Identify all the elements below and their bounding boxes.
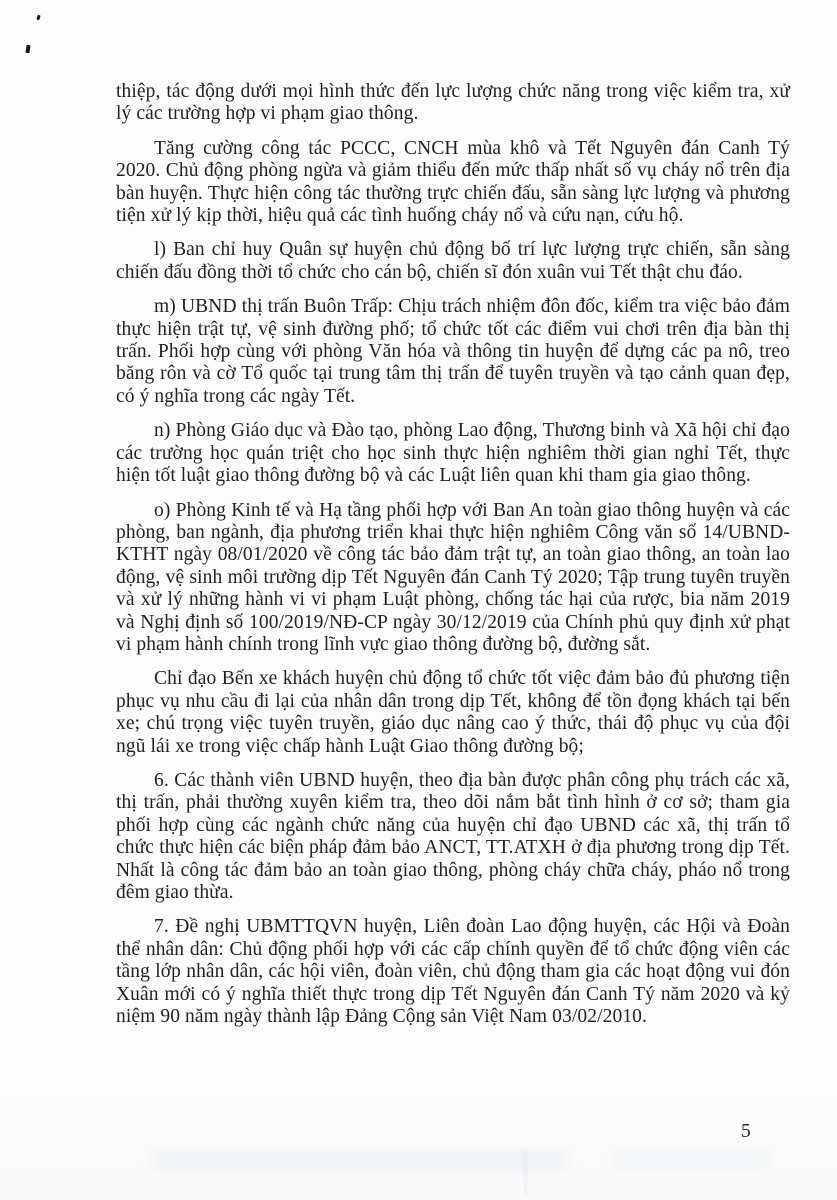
ink-speck [36, 15, 40, 21]
bleed-through-smudge [524, 1150, 527, 1195]
paragraph: 6. Các thành viên UBND huyện, theo địa bàn được phân công phụ trách các xã, thị trấn, phải thường xuyên kiểm tra, theo dõi nắm bắt tình hình ở cơ sở; tham gia phối hợp cùng các ngành chức năng của huyện chỉ đạo UBND các xã, thị trấn tổ chức thực hiện các biện pháp đảm bảo ANCT, TT.ATXH ở địa phương trong dịp Tết. Nhất là công tác đảm bảo an toàn giao thông, phòng cháy chữa cháy, pháo nổ trong đêm giao thừa. [116, 769, 790, 903]
bleed-through-smudge [150, 1148, 570, 1174]
ink-speck [25, 45, 30, 53]
document-body [116, 81, 790, 1040]
page-number: 5 [741, 1121, 751, 1142]
bleed-through-smudge [610, 1150, 770, 1170]
paragraph: m) UBND thị trấn Buôn Trấp: Chịu trách nhiệm đôn đốc, kiểm tra việc bảo đảm thực hiện trật tự, vệ sinh đường phố; tổ chức tốt các điểm vui chơi trên địa bàn thị trấn. Phối hợp cùng với phòng Văn hóa và thông tin huyện để dựng các pa nô, treo băng rôn và cờ Tổ quốc tại trung tâm thị trấn để tuyên truyền và tạo cảnh quan đẹp, có ý nghĩa trong các ngày Tết. [116, 296, 790, 407]
paragraph: thiệp, tác động dưới mọi hình thức đến lực lượng chức năng trong việc kiểm tra, xử lý các trường hợp vi phạm giao thông. [116, 81, 790, 125]
paragraph: o) Phòng Kinh tế và Hạ tầng phối hợp với Ban An toàn giao thông huyện và các phòng, ban ngành, địa phương triển khai thực hiện nghiêm Công văn số 14/UBND-KTHT ngày 08/01/2020 về công tác bảo đảm trật tự, an toàn giao thông, an toàn lao động, vệ sinh môi trường dịp Tết Nguyên đán Canh Tý 2020; Tập trung tuyên truyền và xử lý những hành vi vi phạm Luật phòng, chống tác hại của rược, bia năm 2019 và Nghị định số 100/2019/NĐ-CP ngày 30/12/2019 của Chính phủ quy định xử phạt vi phạm hành chính trong lĩnh vực giao thông đường bộ, đường sắt. [116, 499, 790, 655]
paragraph: l) Ban chỉ huy Quân sự huyện chủ động bố trí lực lượng trực chiến, sẵn sàng chiến đấu đồng thời tổ chức cho cán bộ, chiến sĩ đón xuân vui Tết thật chu đáo. [116, 239, 790, 283]
paragraph: Chỉ đạo Bến xe khách huyện chủ động tổ chức tốt việc đảm bảo đủ phương tiện phục vụ nhu cầu đi lại của nhân dân trong dịp Tết, không để tồn đọng khách tại bến xe; chú trọng việc tuyên truyền, giáo dục nâng cao ý thức, thái độ phục vụ của đội ngũ lái xe trong việc chấp hành Luật Giao thông đường bộ; [116, 668, 790, 757]
paragraph: Tăng cường công tác PCCC, CNCH mùa khô và Tết Nguyên đán Canh Tý 2020. Chủ động phòng ngừa và giảm thiểu đến mức thấp nhất số vụ cháy nổ trên địa bàn huyện. Thực hiện công tác thường trực chiến đấu, sẵn sàng lực lượng và phương tiện xử lý kịp thời, hiệu quả các tình huống cháy nổ và cứu nạn, cứu hộ. [116, 137, 790, 227]
paragraph: n) Phòng Giáo dục và Đào tạo, phòng Lao động, Thương binh và Xã hội chỉ đạo các trường học quán triệt cho học sinh thực hiện nghiêm thời gian nghỉ Tết, thực hiện tốt luật giao thông đường bộ và các Luật liên quan khi tham gia giao thông. [116, 420, 790, 487]
paragraph: 7. Đề nghị UBMTTQVN huyện, Liên đoàn Lao động huyện, các Hội và Đoàn thể nhân dân: Chủ động phối hợp với các cấp chính quyền để tổ chức động viên các tầng lớp nhân dân, các hội viên, đoàn viên, chủ động tham gia các hoạt động vui đón Xuân mới có ý nghĩa thiết thực trong dịp Tết Nguyên đán Canh Tý năm 2020 và kỷ niệm 90 năm ngày thành lập Đảng Cộng sản Việt Nam 03/02/2010. [116, 916, 790, 1028]
